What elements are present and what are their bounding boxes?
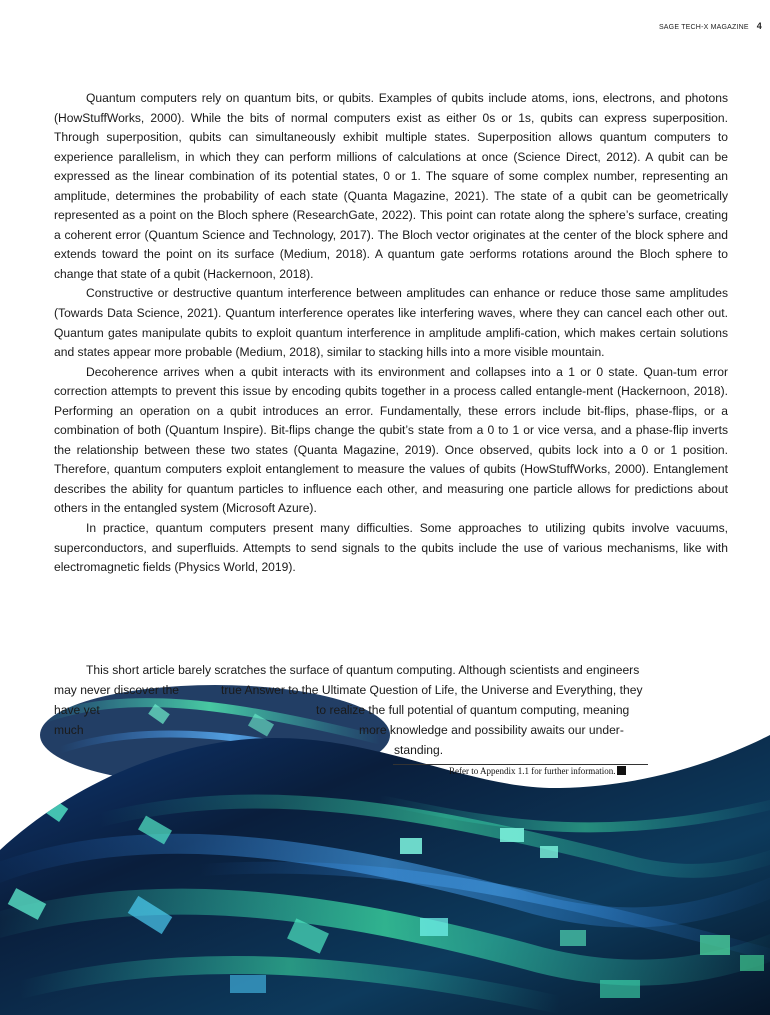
paragraph-interference: Constructive or destructive quantum interference between amplitudes can enhance or reduce those same amplitudes (Towards Data Science, 2021). Quantum interference operates like interfering waves, where they can cancel each other out. Quantum gates manipulate qubits to exploit quantum interference in amplitude amplifi-cation, which makes certain solutions and states appear more probable (Medium, 2018), similar to stacking hills into a more visible mountain. (54, 286, 728, 360)
page-number: 4 (756, 21, 762, 31)
paragraph-practice: In practice, quantum computers present many difficulties. Some approaches to utilizing qubits involve vacuums, superconductors, and superfluids. Attempts to send signals to the qubits include the use of various mechanisms, like with electromagnetic fields (Physics World, 2019). (54, 521, 728, 575)
running-header (659, 21, 762, 31)
closing-line: more knowledge and possibility awaits our under- (359, 723, 624, 737)
end-mark-icon (617, 766, 626, 775)
closing-line: much (54, 723, 84, 737)
closing-line: have yet (54, 703, 100, 717)
closing-line: true Answer to the Ultimate Question of Life, the Universe and Everything, they (221, 683, 643, 697)
article-body (54, 89, 728, 578)
closing-line: may never discover the (54, 683, 180, 697)
footnote-rule (393, 764, 648, 765)
closing-paragraph (54, 661, 728, 781)
magazine-name: SAGE TECH-X MAGAZINE (658, 24, 749, 31)
paragraph-decoherence: Decoherence arrives when a qubit interacts with its environment and collapses into a 1 or 0 state. Quan-tum error correction attempts to prevent this issue by encoding qubits together in a process called entangle-ment (Hackernoon, 2018). Performing an operation on a qubit introduces an error. Fundamentally, these errors include bit-flips, phase-flips, or a combination of both (Quantum Inspire). Bit-flips change the qubit’s state from a 0 to 1 or vice versa, and a phase-flip inverts the relationship between these two states (Quanta Magazine, 2019). Once observed, qubits lock into a 0 or 1 position. Therefore, quantum computers exploit entanglement to measure the values of qubits (HowStuffWorks, 2000). Entanglement describes the ability for quantum particles to influence each other, and measuring one particle allows for predictions about others in the entangled system (Microsoft Azure). (54, 364, 728, 516)
appendix-note (449, 766, 626, 776)
closing-line: to realize the full potential of quantum computing, meaning (316, 703, 630, 717)
closing-line: standing. (394, 743, 444, 757)
closing-line: This short article barely scratches the surface of quantum computing. Although scientists and engineers (86, 663, 640, 677)
appendix-note-text: Refer to Appendix 1.1 for further information. (449, 766, 616, 776)
paragraph-qubits: Quantum computers rely on quantum bits, or qubits. Examples of qubits include atoms, ions, electrons, and photons (HowStuffWorks, 2000). While the bits of normal computers exist as either 0s or 1s, qubits can express superposition. Through superposition, qubits can simultaneously exhibit multiple states. Superposition allows quantum computers to experience parallelism, in which they can perform millions of calculations at once (Science Direct, 2012). A qubit can be expressed as the linear combination of its potential states, 0 or 1. The square of some complex number, representing an amplitude, determines the probability of each state (Quanta Magazine, 2021). The state of a qubit can be geometrically represented as a point on the Bloch sphere (ResearchGate, 2022). This point can rotate along the sphere’s surface, creating a coherent error (Quantum Science and Technology, 2017). The Bloch vector originates at the center of the block sphere and extends toward the point on its surface (Medium, 2018). A quantum gate ɔerforms rotations around the Bloch sphere to change that state of a qubit (Hackernoon, 2018). (54, 91, 728, 281)
